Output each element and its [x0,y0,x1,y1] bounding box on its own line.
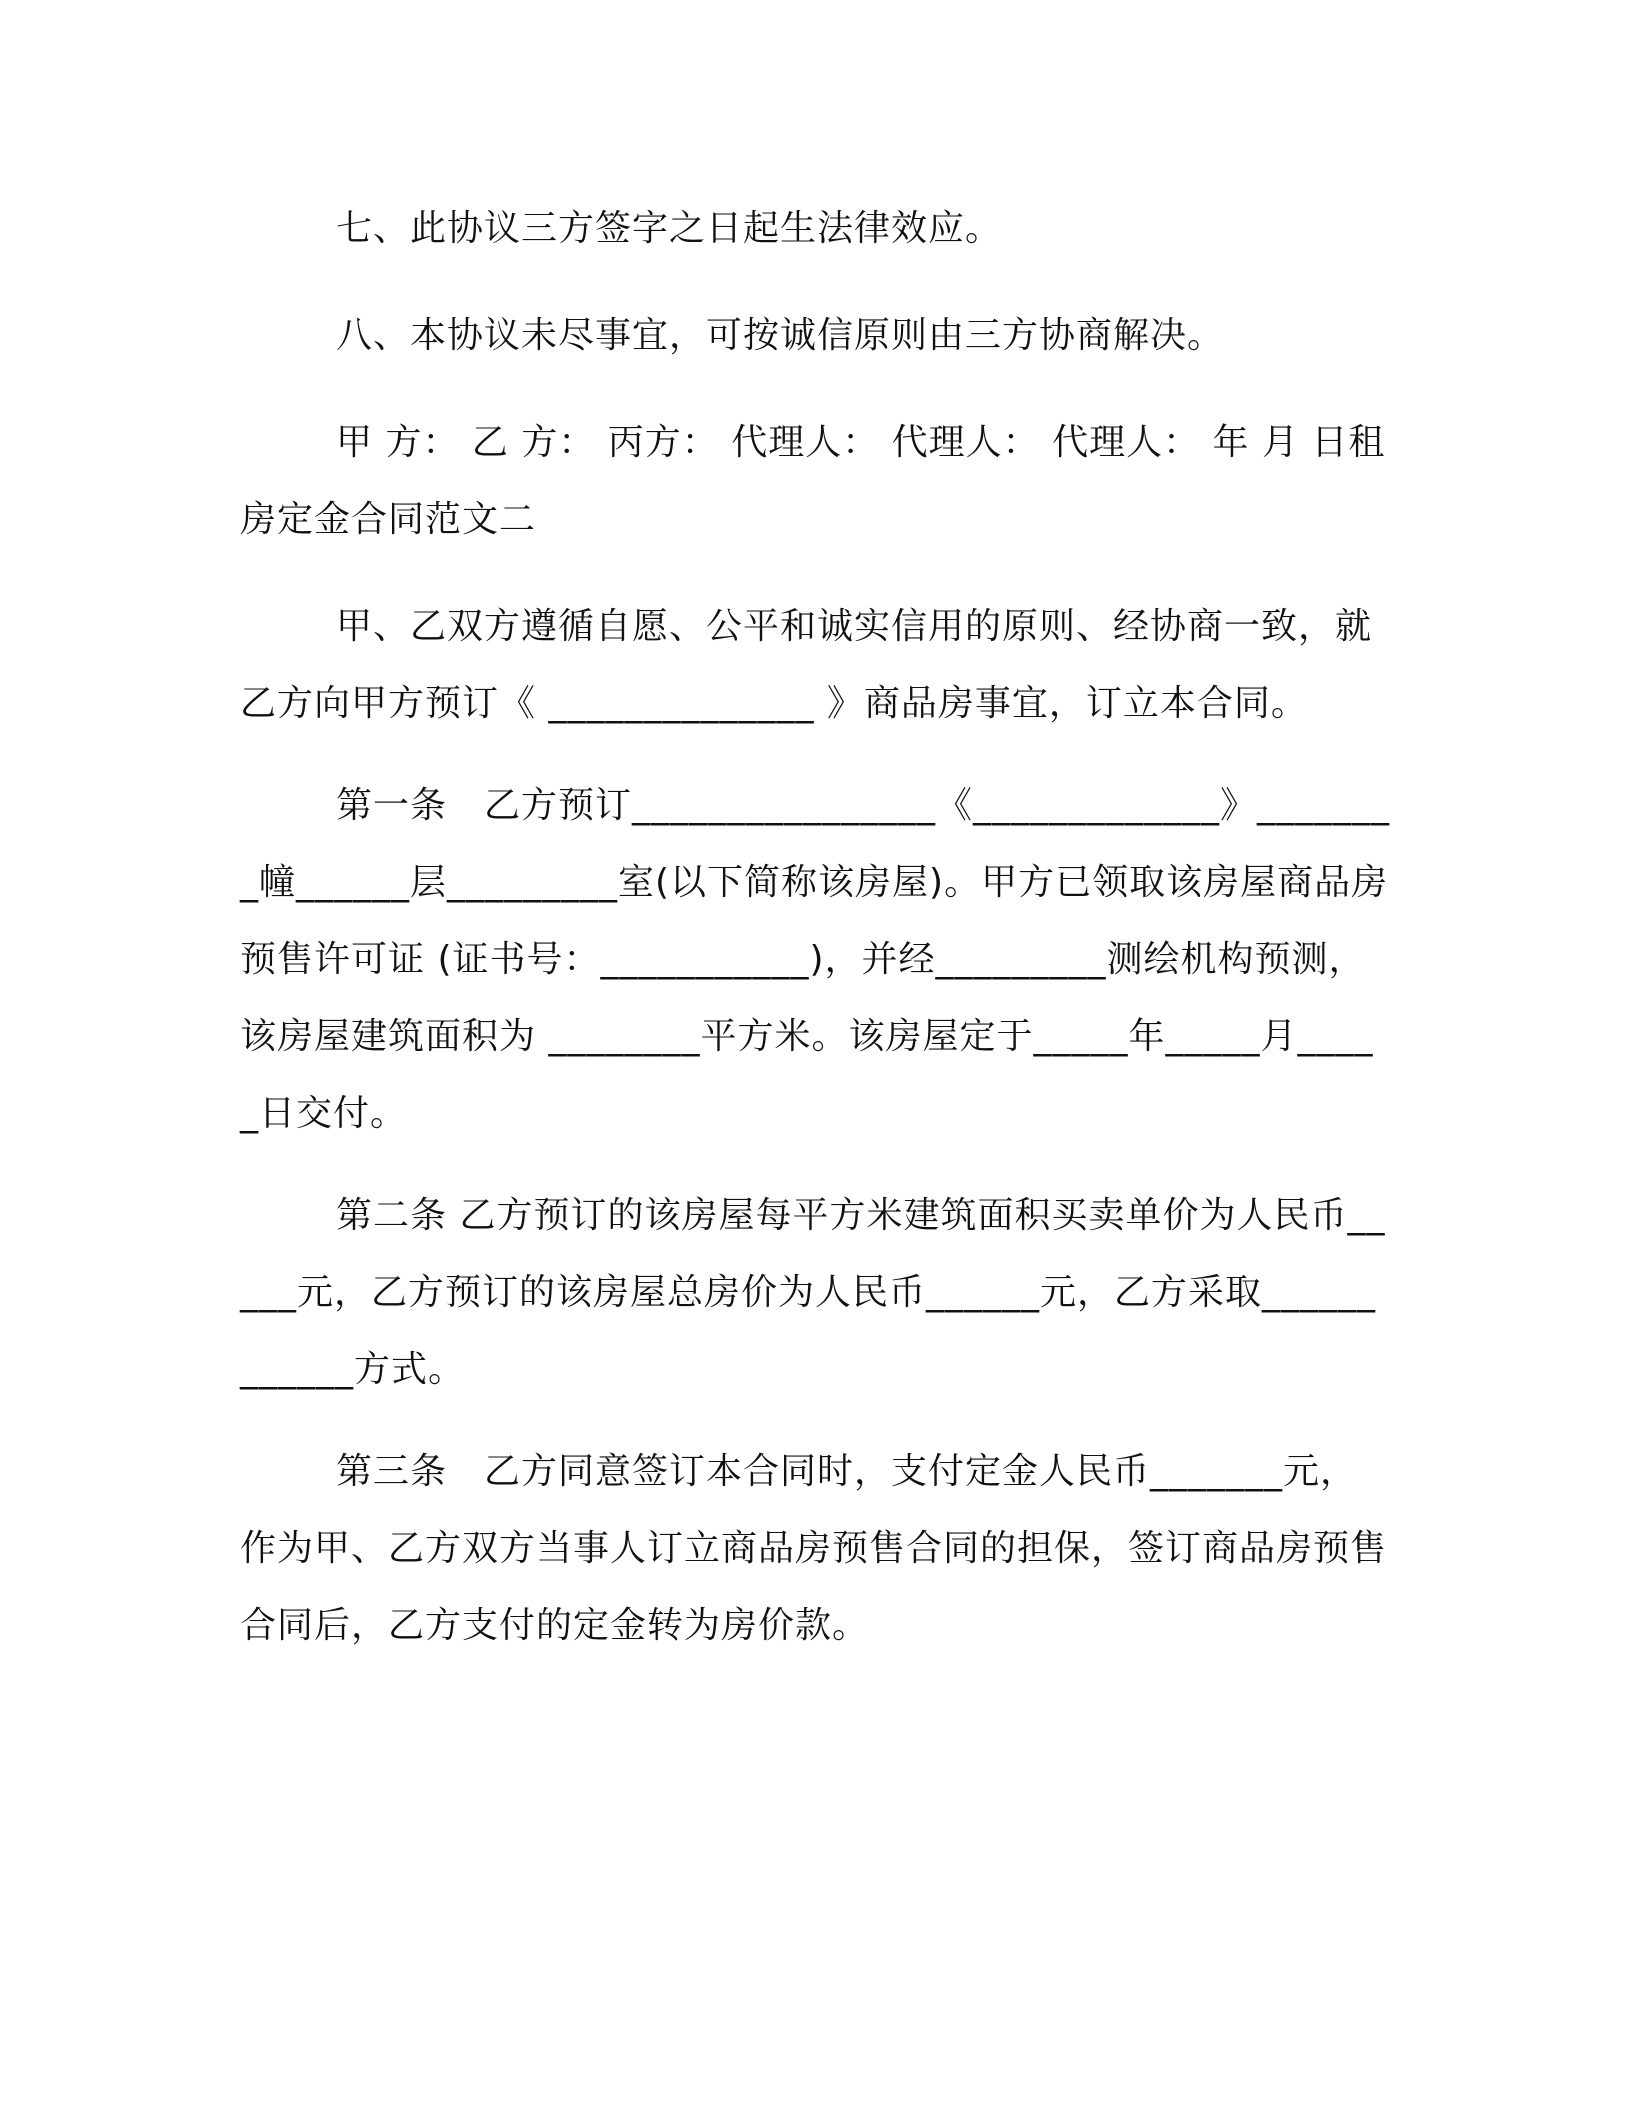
article-two: 第二条 乙方预订的该房屋每平方米建筑面积买卖单价为人民币_____元，乙方预订的该房屋总房价为人民币______元，乙方采取____________方式。 [240,1195,1386,1390]
signature-line-and-title: 甲 方： 乙 方： 丙方： 代理人： 代理人： 代理人： 年 月 日租房定金合同范文二 [240,422,1386,540]
clause-eight: 八、本协议未尽事宜，可按诚信原则由三方协商解决。 [336,315,1225,356]
preamble: 甲、乙双方遵循自愿、公平和诚实信用的原则、经协商一致，就乙方向甲方预订《 ______________ 》商品房事宜，订立本合同。 [240,606,1373,724]
clause-seven: 七、此协议三方签字之日起生法律效应。 [336,208,1003,249]
document-body [240,190,1390,1664]
article-three: 第三条 乙方同意签订本合同时，支付定金人民币_______元，作为甲、乙方双方当事人订立商品房预售合同的担保，签订商品房预售合同后，乙方支付的定金转为房价款。 [240,1451,1388,1646]
article-one: 第一条 乙方预订________________《_____________》________幢______层_________室(以下简称该房屋)。甲方已领取该房屋商品房预售许可证 (证书号：___________)，并经_________测绘机构预测，该房屋建筑面积为 ________平方米。该房屋定于_____年_____月_____日交付。 [240,785,1391,1134]
